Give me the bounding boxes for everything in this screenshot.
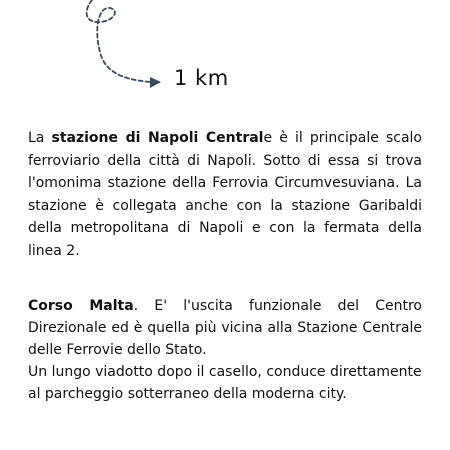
paragraph2-line2: Un lungo viadotto dopo il casello, conduce direttamente al parcheggio sotterraneo della moderna city. [28,364,422,402]
station-name-bold: stazione di Napoli Central [51,130,264,146]
route-arrowhead [150,77,161,88]
paragraph1-intro: La [28,130,52,146]
paragraph2-body: . E' l'uscita funzionale del Centro Direzionale ed è quella più vicina alla Stazione Centrale delle Ferrovie dello Stato. [28,298,422,358]
dashed-route-path [87,0,152,82]
paragraph1-body: e è il principale scalo ferroviario della città di Napoli. Sotto di essa si trova l'omonima stazione della Ferrovia Circumvesuviana. La stazione è collegata anche con la stazione Garibaldi della metropolitana di Napoli e con la fermata della linea 2. [28,130,422,259]
paragraph-corso-malta [28,295,422,405]
distance-label: 1 km [174,66,229,90]
paragraph-napoli-centrale [28,127,422,262]
dashed-route-arrow-icon [70,0,180,100]
corso-malta-bold: Corso Malta [28,298,134,314]
